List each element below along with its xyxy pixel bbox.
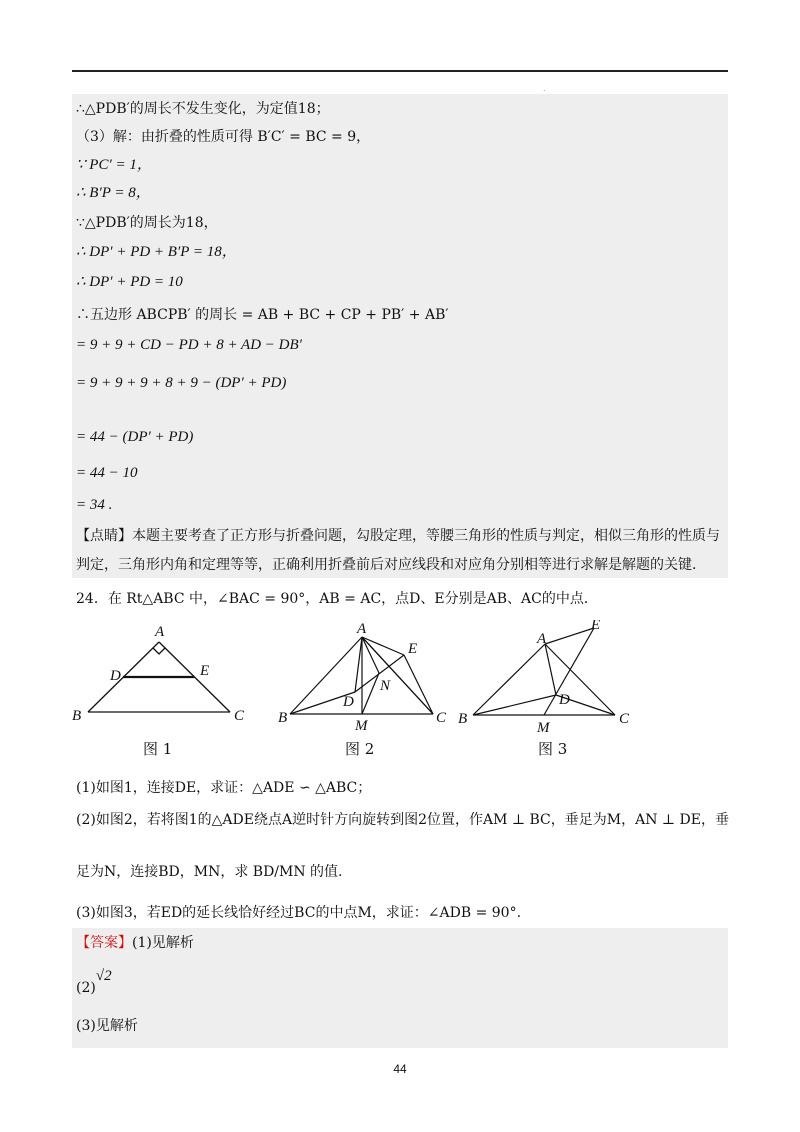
solution-line-1: ∴△PDB′的周长不发生变化，为定值18； <box>76 101 330 117</box>
fig1-right-angle-mark <box>153 648 165 654</box>
caption-figure-2: 图 2 <box>345 740 375 758</box>
fig3-line-ad <box>545 644 556 695</box>
solution-line-9: = 9 + 9 + CD − PD + 8 + AD − DB′ <box>76 337 302 353</box>
fig2-label-m: M <box>355 718 368 734</box>
solution-line-4: ∴ B′P = 8， <box>76 185 151 201</box>
figure-3 <box>455 620 645 735</box>
caption-figure-1: 图 1 <box>143 740 173 758</box>
answer-label: 【答案】 <box>76 935 132 951</box>
fig3-line-bd <box>473 695 556 715</box>
question-2-line-1: (2)如图2，若将图1的△ADE绕点A逆时针方向旋转到图2位置，作AM ⊥ BC，垂足为M，AN ⊥ DE，垂 <box>76 812 729 828</box>
solution-line-13: = 34 . <box>76 497 113 513</box>
comment-paragraph <box>76 522 726 580</box>
fig1-label-a: A <box>155 624 165 640</box>
fig1-label-e: E <box>200 663 210 679</box>
fig2-label-e: E <box>408 641 418 657</box>
fig2-line-ad-extra <box>362 637 433 714</box>
fig3-line-ab <box>473 644 545 715</box>
fig2-label-a: A <box>357 621 367 637</box>
comment-label: 【点睛】 <box>76 528 132 544</box>
answer-line-2 <box>76 966 112 996</box>
solution-line-11: = 44 − (DP′ + PD) <box>76 429 194 445</box>
solution-line-10: = 9 + 9 + 9 + 8 + 9 − (DP′ + PD) <box>76 375 287 391</box>
question-2-line-2: 足为N，连接BD，MN，求 BD/MN 的值. <box>76 864 343 880</box>
question-3: (3)如图3，若ED的延长线恰好经过BC的中点M，求证：∠ADB = 90°. <box>76 905 522 921</box>
fig2-label-c: C <box>436 710 447 726</box>
solution-line-7: ∴ DP′ + PD = 10 <box>76 274 183 290</box>
solution-line-3: ∵ PC′ = 1， <box>76 157 152 173</box>
fig2-line-mn <box>362 673 379 714</box>
answer-1: (1)见解析 <box>132 935 194 951</box>
fig3-label-b: B <box>458 711 468 727</box>
solution-line-8: ∴五边形 ABCPB′ 的周长 = AB + BC + CP + PB′ + AB′ <box>76 307 449 323</box>
solution-line-6: ∴ DP′ + PD + B′P = 18， <box>76 244 237 260</box>
problem-statement: 24．在 Rt△ABC 中，∠BAC = 90°，AB = AC，点D、E分别是AB、AC的中点． <box>76 591 598 607</box>
answer-2-value: √2 <box>95 968 112 984</box>
fig2-line-an <box>362 637 379 673</box>
fig2-label-d: D <box>343 694 354 710</box>
fig2-line-ae <box>362 637 404 655</box>
caption-figure-3: 图 3 <box>538 740 568 758</box>
solution-line-5: ∵△PDB′的周长为18， <box>76 215 218 231</box>
answer-line-1 <box>76 933 194 953</box>
fig2-label-b: B <box>278 710 288 726</box>
answer-2-prefix: (2) <box>76 980 96 996</box>
fig3-label-m: M <box>537 720 550 735</box>
fig3-label-d: D <box>559 692 570 708</box>
fig2-label-n: N <box>380 678 391 694</box>
solution-line-12: = 44 − 10 <box>76 465 138 481</box>
fig2-line-ad <box>355 637 362 692</box>
fig3-label-a: A <box>537 631 547 647</box>
page-number: 44 <box>393 1062 407 1076</box>
question-1: (1)如图1，连接DE，求证：△ADE ∽ △ABC； <box>76 780 372 796</box>
fig1-label-d: D <box>110 668 121 684</box>
header-rule <box>72 70 728 72</box>
figure-1 <box>66 620 266 735</box>
answer-line-3: (3)见解析 <box>76 1018 138 1034</box>
header-dot: . <box>543 84 546 93</box>
fig3-label-e: E <box>591 620 601 633</box>
fig2-line-ec <box>404 655 433 714</box>
solution-line-2: （3）解：由折叠的性质可得 B′C′ = BC = 9， <box>76 129 371 145</box>
fig3-label-c: C <box>619 711 630 727</box>
fig1-label-c: C <box>234 708 245 724</box>
fig3-line-ac <box>545 644 615 715</box>
fig1-label-b: B <box>72 708 82 724</box>
comment-text: 本题主要考查了正方形与折叠问题，勾股定理，等腰三角形的性质与判定，相似三角形的性质与判定，三角形内角和定理等等，正确利用折叠前后对应线段和对应角分别相等进行求解是解题的关键. <box>76 528 720 573</box>
figure-2 <box>276 620 461 735</box>
